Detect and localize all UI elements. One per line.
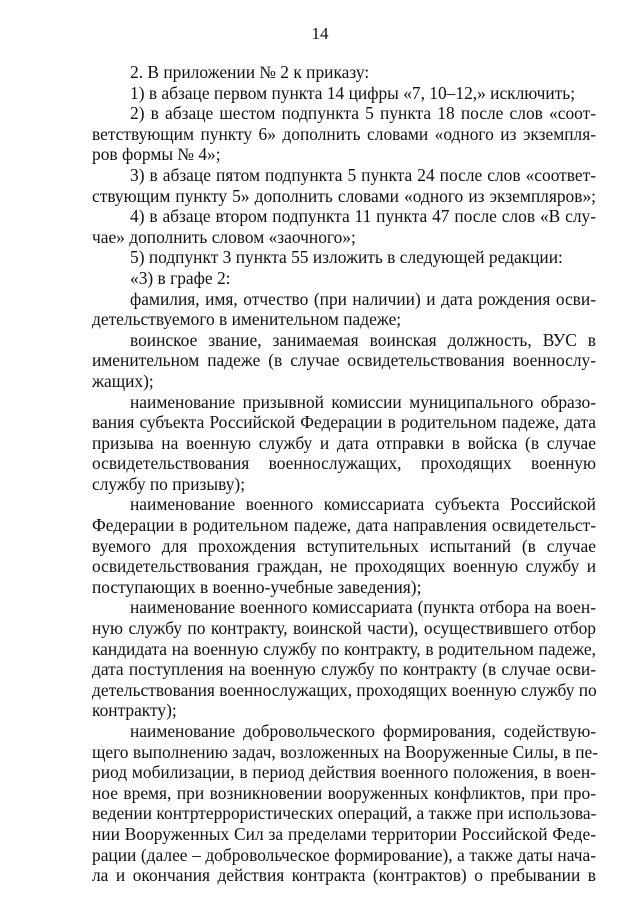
text-line: ветствующим пункту 6» дополнить словами «одного из экземпля- — [92, 123, 596, 144]
text-line: освидетельствования граждан, не проходящих военную службу и — [92, 556, 596, 577]
text-line: рации (далее – добровольческое формирование), а также даты нача- — [92, 844, 596, 865]
text-line: призыва на военную службу и дата отправки в войска (в случае — [92, 432, 596, 453]
text-line: ную службу по контракту, воинской части), осуществившего отбор — [92, 618, 596, 639]
text-line: освидетельствования военнослужащих, проходящих военную — [92, 453, 596, 474]
page-number: 14 — [311, 24, 329, 43]
text-line: ла и окончания действия контракта (контрактов) о пребывании в — [92, 865, 596, 886]
text-line: фамилия, имя, отчество (при наличии) и дата рождения осви- — [130, 288, 596, 309]
text-line: Федерации в родительном падеже, дата направления освидетельст- — [92, 515, 596, 536]
text-line: наименование военного комиссариата (пункта отбора на воен- — [130, 597, 596, 618]
text-line: «3) в графе 2: — [130, 267, 231, 288]
text-line: 3) в абзаце пятом подпункта 5 пункта 24 после слов «соответ- — [130, 164, 596, 185]
text-line: ведении контртеррористических операций, а также при использова- — [92, 803, 597, 824]
text-line: контракту); — [92, 700, 177, 721]
text-line: ров формы № 4»; — [92, 144, 221, 165]
text-line: вания субъекта Российской Федерации в родительном падеже, дата — [92, 412, 596, 433]
text-line: воинское звание, занимаемая воинская должность, ВУС в — [130, 329, 596, 350]
text-line: 5) подпункт 3 пункта 55 изложить в следующей редакции: — [130, 247, 563, 268]
text-line: наименование призывной комиссии муниципального образо- — [130, 391, 596, 412]
text-line: 2) в абзаце шестом подпункта 5 пункта 18 после слов «соот- — [130, 103, 596, 124]
text-line: ствующим пункту 5» дополнить словами «одного из экземпляров»; — [92, 185, 596, 206]
text-line: детельствуемого в именительном падеже; — [92, 309, 402, 330]
text-line: поступающих в военно-учебные заведения); — [92, 576, 422, 597]
text-line: кандидата на военную службу по контракту, в родительном падеже, — [92, 638, 596, 659]
text-line: 1) в абзаце первом пункта 14 цифры «7, 10–12,» исключить; — [130, 82, 576, 103]
text-line: нии Вооруженных Сил за пределами территории Российской Феде- — [92, 823, 596, 844]
text-line: службу по призыву); — [92, 473, 246, 494]
text-line: риод мобилизации, в период действия военного положения, в воен- — [92, 762, 596, 783]
text-line: наименование добровольческого формирования, содействую- — [130, 721, 596, 741]
text-line: щего выполнению задач, возложенных на Вооруженные Силы, в пе- — [92, 741, 599, 762]
text-line: 4) в абзаце втором подпункта 11 пункта 47 после слов «В слу- — [130, 206, 596, 227]
document-body — [92, 62, 599, 886]
text-line: наименование военного комиссариата субъекта Российской — [130, 494, 596, 515]
text-line: ное время, при возникновении вооруженных конфликтов, при про- — [92, 782, 596, 803]
text-line: вуемого для прохождения вступительных испытаний (в случае — [92, 535, 596, 556]
text-line: чае» дополнить словом «заочного»; — [92, 226, 356, 247]
text-line: 2. В приложении № 2 к приказу: — [130, 62, 370, 82]
text-line: именительном падеже (в случае освидетельствования военнослу- — [92, 350, 596, 371]
text-line: жащих); — [92, 370, 154, 391]
text-line: детельствования военнослужащих, проходящих военную службу по — [92, 679, 597, 700]
text-line: дата поступления на военную службу по контракту (в случае осви- — [92, 659, 596, 680]
